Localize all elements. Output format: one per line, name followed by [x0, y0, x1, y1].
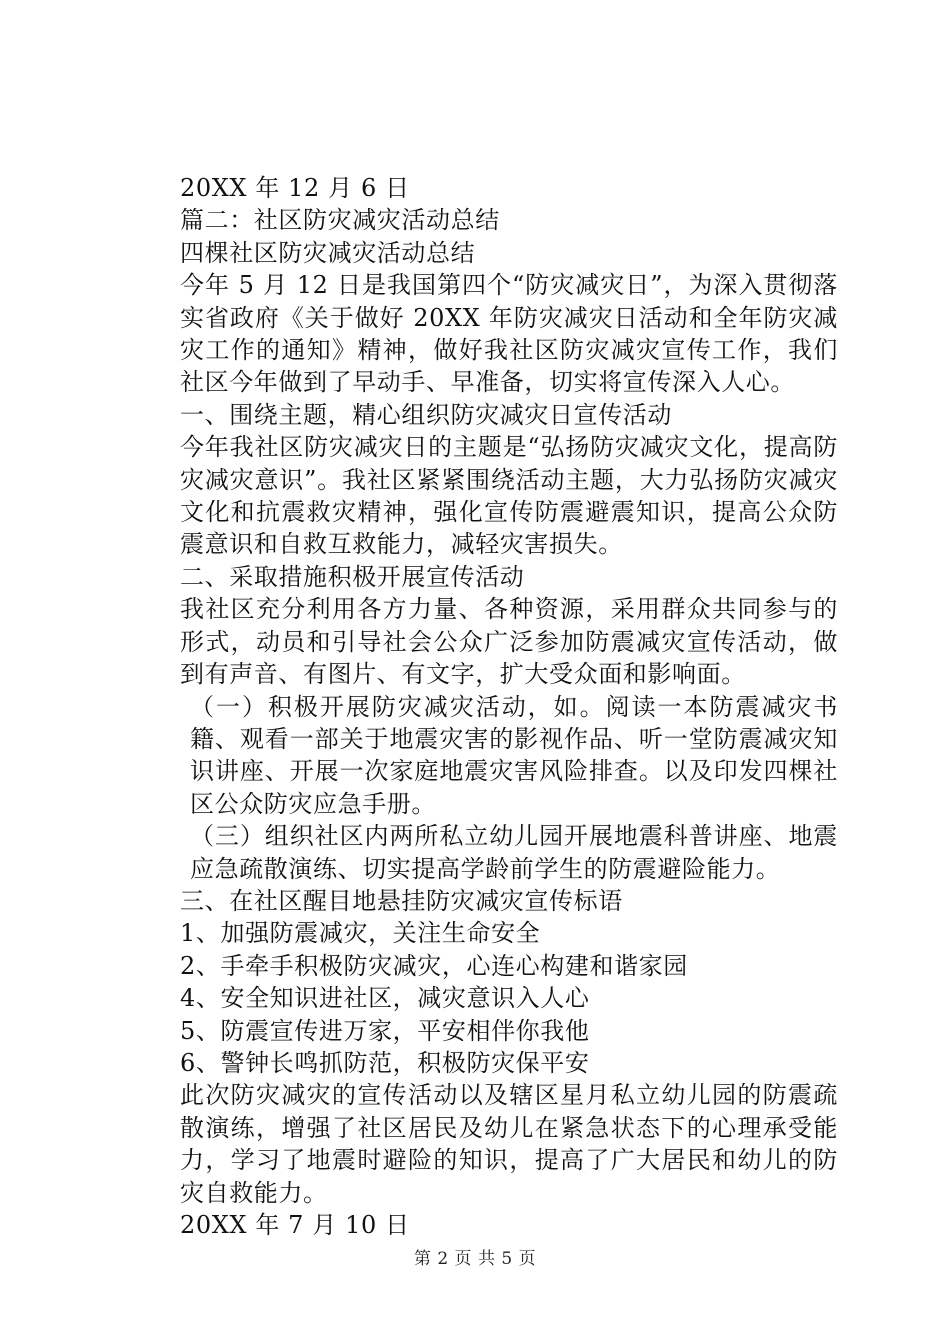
section-heading: 篇二：社区防灾减灾活动总结 [180, 206, 500, 235]
date-line-top: 20XX 年 12 月 6 日 [180, 174, 410, 202]
heading-one: 一、围绕主题，精心组织防灾减灾日宣传活动 [180, 400, 672, 429]
slogan-item: 5、防震宣传进万家，平安相伴你我他 [180, 1016, 590, 1045]
heading-two: 二、采取措施积极开展宣传活动 [180, 562, 525, 591]
activity-item-three: （三）组织社区内两所私立幼儿园开展地震科普讲座、地震应急疏散演练、切实提高学龄前学生的防震避险能力。 [190, 822, 838, 883]
slogan-item: 2、手牵手积极防灾减灾，心连心构建和谐家园 [180, 951, 688, 980]
intro-paragraph: 今年 5 月 12 日是我国第四个“防灾减灾日”，为深入贯彻落实省政府《关于做好 20XX 年防灾减灾日活动和全年防灾减灾工作的通知》精神，做好我社区防灾减灾宣传工作，我们社区今年做到了早动手、早准备，切实将宣传深入人心。 [180, 271, 838, 397]
slogan-item: 4、安全知识进社区，减灾意识入人心 [180, 984, 590, 1013]
heading-three: 三、在社区醒目地悬挂防灾减灾宣传标语 [180, 886, 623, 915]
document-title: 四棵社区防灾减灾活动总结 [180, 238, 476, 267]
activity-item-one: （一）积极开展防灾减灾活动，如。阅读一本防震减灾书籍、观看一部关于地震灾害的影视作品、听一堂防震减灾知识讲座、开展一次家庭地震灾害风险排查。以及印发四棵社区公众防灾应急手册。 [190, 692, 838, 818]
theme-paragraph: 今年我社区防灾减灾日的主题是“弘扬防灾减灾文化，提高防灾减灾意识”。我社区紧紧围绕活动主题，大力弘扬防灾减灾文化和抗震救灾精神，强化宣传防震避震知识，提高公众防震意识和自救互救能力，减轻灾害损失。 [180, 433, 838, 559]
page-number-footer: 第 2 页 共 5 页 [413, 1249, 537, 1269]
date-line-bottom: 20XX 年 7 月 10 日 [180, 1211, 410, 1239]
document-body [124, 172, 838, 1241]
measures-paragraph: 我社区充分利用各方力量、各种资源，采用群众共同参与的形式，动员和引导社会公众广泛参加防震减灾宣传活动，做到有声音、有图片、有文字，扩大受众面和影响面。 [180, 595, 838, 689]
slogan-item: 6、警钟长鸣抓防范，积极防灾保平安 [180, 1048, 590, 1077]
slogan-item: 1、加强防震减灾，关注生命安全 [180, 919, 541, 948]
conclusion-paragraph: 此次防灾减灾的宣传活动以及辖区星月私立幼儿园的防震疏散演练，增强了社区居民及幼儿在紧急状态下的心理承受能力，学习了地震时避险的知识，提高了广大居民和幼儿的防灾自救能力。 [180, 1081, 838, 1207]
